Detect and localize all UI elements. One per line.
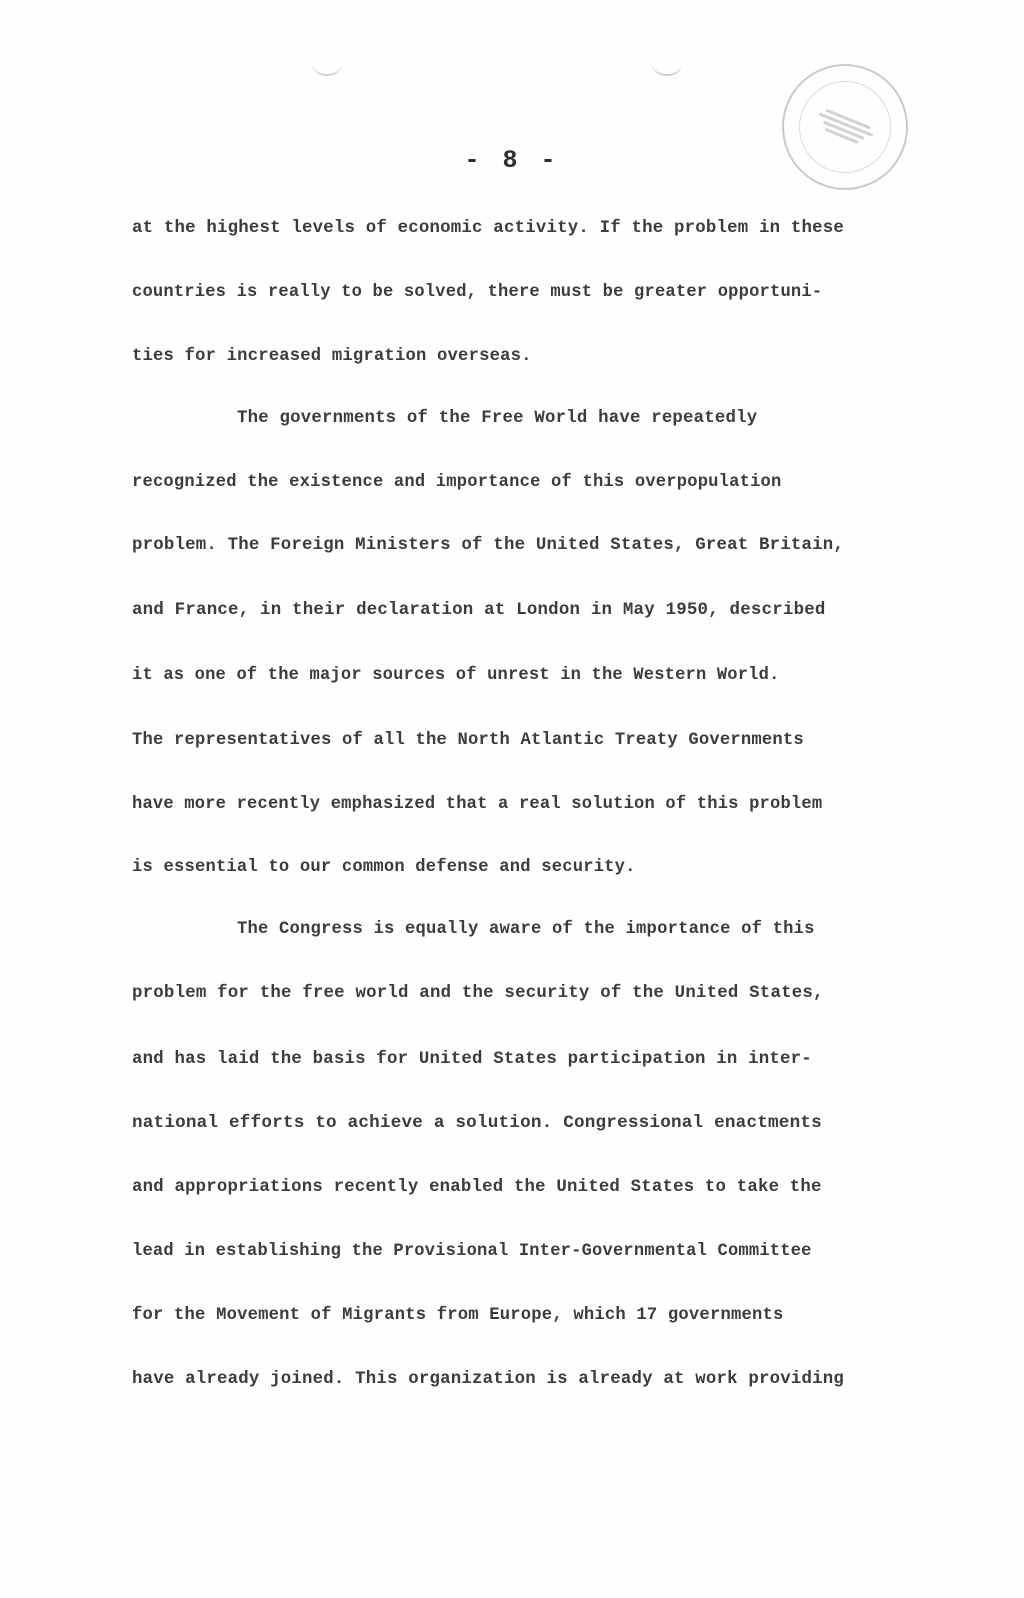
paragraph-3-line-7: for the Movement of Migrants from Europe, which 17 governments: [132, 1305, 784, 1325]
paragraph-2-line-4: and France, in their declaration at London in May 1950, described: [132, 600, 826, 620]
paragraph-3-line-4: national efforts to achieve a solution. Congressional enactments: [132, 1113, 822, 1133]
paragraph-2-line-2: recognized the existence and importance of this overpopulation: [132, 472, 782, 492]
paragraph-2-line-5: it as one of the major sources of unrest in the Western World.: [132, 665, 780, 685]
paragraph-3-line-2: problem for the free world and the security of the United States,: [132, 983, 824, 1003]
paragraph-3-line-3: and has laid the basis for United States participation in inter-: [132, 1049, 812, 1069]
punch-hole-mark-left: [312, 52, 342, 76]
paragraph-3-line-5: and appropriations recently enabled the United States to take the: [132, 1177, 822, 1197]
paragraph-3-line-8: have already joined. This organization is already at work providing: [132, 1369, 844, 1389]
paragraph-2-line-1: The governments of the Free World have repeatedly: [237, 408, 758, 428]
paragraph-1-line-2: countries is really to be solved, there must be greater opportuni-: [132, 282, 823, 302]
paragraph-2-line-8: is essential to our common defense and security.: [132, 857, 636, 877]
paragraph-3-line-6: lead in establishing the Provisional Inter-Governmental Committee: [132, 1241, 812, 1261]
paragraph-2-line-7: have more recently emphasized that a real solution of this problem: [132, 794, 823, 814]
paragraph-2-line-3: problem. The Foreign Ministers of the United States, Great Britain,: [132, 535, 844, 555]
paragraph-1-line-3: ties for increased migration overseas.: [132, 346, 532, 366]
paragraph-2-line-6: The representatives of all the North Atlantic Treaty Governments: [132, 730, 804, 750]
archive-stamp-seal: [763, 45, 927, 209]
paragraph-1-line-1: at the highest levels of economic activity. If the problem in these: [132, 218, 844, 238]
page-number: - 8 -: [464, 146, 560, 175]
paragraph-3-line-1: The Congress is equally aware of the importance of this: [237, 919, 815, 939]
punch-hole-mark-right: [652, 52, 682, 76]
